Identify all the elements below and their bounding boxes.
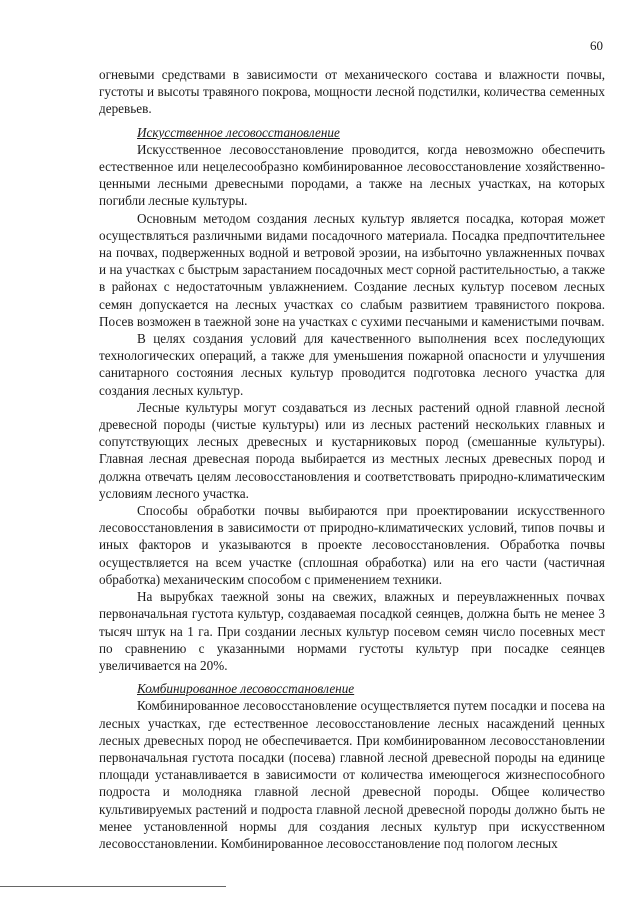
paragraph: Лесные культуры могут создаваться из лесных растений одной главной лесной древесной породы (чистые культуры) или из лесных растений нескольких главных и сопутствующих лесных древесных и кустарниковых пород (смешанные культуры). Главная лесная древесная порода выбирается из местных лесных древесных пород и должна отвечать целям лесовосстановления и соответствовать природно-климатическим условиям лесного участка. <box>99 399 605 501</box>
paragraph: Основным методом создания лесных культур является посадка, которая может осуществляться различными видами посадочного материала. Посадка предпочтительнее на почвах, подверженных водной и ветровой эрозии, на избыточно увлажненных почвах и на участках с быстрым зарастанием посадочных мест сорной растительностью, а также в районах с недостаточным увлажнением. Создание лесных культур посевом лесных семян допускается на лесных участках со слабым развитием травянистого покрова. Посев возможен в таежной зоне на участках с сухими песчаными и каменистыми почвам. <box>99 210 605 329</box>
document-body <box>99 66 605 852</box>
paragraph: огневыми средствами в зависимости от механического состава и влажности почвы, густоты и высоты травяного покрова, мощности лесной подстилки, количества семенных деревьев. <box>99 67 605 117</box>
page-number: 60 <box>590 38 603 53</box>
paragraph: Искусственное лесовосстановление проводится, когда невозможно обеспечить естественное или нецелесообразно комбинированное лесовосстановление хозяйственно-ценными лесными древесными породами, а также на лесных участках, на которых погибли лесные культуры. <box>99 141 605 209</box>
footnote-separator <box>0 886 226 887</box>
paragraph: Способы обработки почвы выбираются при проектировании искусственного лесовосстановления в зависимости от природно-климатических условий, типов почвы и иных факторов и указываются в проекте лесовосстановления. Обработка почвы осуществляется на всем участке (сплошная обработка) или на его части (частичная обработка) механическим способом с применением техники. <box>99 503 605 587</box>
section-heading: Комбинированное лесовосстановление <box>137 681 355 697</box>
section-heading: Искусственное лесовосстановление <box>137 124 340 140</box>
paragraph: На вырубках таежной зоны на свежих, влажных и переувлажненных почвах первоначальная густота культур, создаваемая посадкой сеянцев, должна быть не менее 3 тысяч штук на 1 га. При создании лесных культур посевом семян число посевных мест по сравнению с указанными нормами густоты культур при посадке сеянцев увеличивается на 20%. <box>99 589 605 673</box>
paragraph: В целях создания условий для качественного выполнения всех последующих технологических операций, а также для уменьшения пожарной опасности и улучшения санитарного состояния лесных культур проводится подготовка лесного участка для создания лесных культур. <box>99 331 605 398</box>
paragraph: Комбинированное лесовосстановление осуществляется путем посадки и посева на лесных участках, где естественное лесовосстановление лесных насаждений ценных лесных древесных пород не обеспечивается. При комбинированном лесовосстановлении первоначальная густота посадки (посева) главной лесной древесной породы на единице площади устанавливается в зависимости от количества имеющегося жизнеспособного подроста и молодняка главной лесной древесной породы. Общее количество культивируемых растений и подроста главной лесной древесной породы должно быть не менее установленной нормы для создания лесных культур при искусственном лесовосстановлении. Комбинированное лесовосстановление под пологом лесных <box>99 698 605 851</box>
